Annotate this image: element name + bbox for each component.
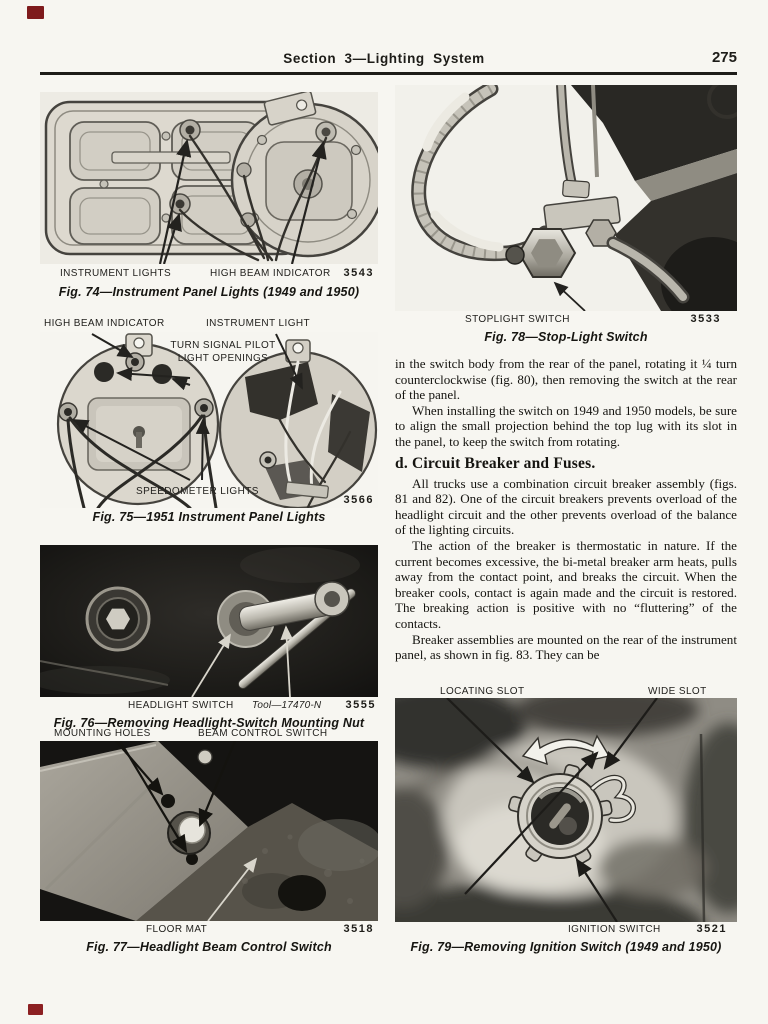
callout-headlight-switch: HEADLIGHT SWITCH: [128, 700, 234, 711]
callout-turn-signal-line2: LIGHT OPENINGS: [177, 352, 269, 364]
figure-79: [395, 686, 737, 958]
red-scan-mark-bottom: [28, 1004, 43, 1015]
stop-light-switch-photo: [395, 85, 737, 311]
fig79-photo: [395, 698, 737, 922]
red-scan-mark-top: [27, 6, 44, 19]
headlight-switch-tool-photo: [40, 545, 378, 697]
figure-78: [395, 85, 737, 347]
callout-instrument-light: INSTRUMENT LIGHT: [206, 318, 310, 329]
figure-75: [40, 318, 378, 528]
callout-turn-signal-line1: TURN SIGNAL PILOT: [170, 340, 276, 351]
callout-stoplight-switch: STOPLIGHT SWITCH: [465, 314, 570, 325]
fig76-photo: [40, 545, 378, 697]
figure-caption: Fig. 74—Instrument Panel Lights (1949 and 1950): [58, 285, 360, 299]
figure-caption: Fig. 78—Stop-Light Switch: [484, 330, 648, 344]
callout-mounting-holes: MOUNTING HOLES: [54, 728, 151, 739]
photo-number: 3521: [696, 923, 727, 935]
section-title: Section 3—Lighting System: [283, 51, 485, 66]
instrument-panel-rear-drawing: [40, 92, 378, 264]
paragraph-switch-removal: in the switch body from the rear of the panel, rotating it ¼ turn counterclockwise (fig. 80), then removing the switch at the rear of the panel.: [395, 356, 737, 403]
paragraph-breaker-assemblies: Breaker assemblies are mounted on the rear of the instrument panel, as shown in fig. 83. They can be: [395, 631, 737, 663]
header-rule: [40, 72, 737, 75]
paragraph-all-trucks: All trucks use a combination circuit breaker assembly (figs. 81 and 82). One of the circuit breakers prevents overload of the headlight circuit and the other prevents overload of the balance of the lighting circuits.: [395, 475, 737, 538]
fig77-photo: [40, 741, 378, 921]
figure-caption: Fig. 79—Removing Ignition Switch (1949 and 1950): [410, 940, 722, 954]
callout-ignition-switch: IGNITION SWITCH: [568, 924, 661, 935]
figure-caption: Fig. 76—Removing Headlight-Switch Mounting Nut: [53, 716, 365, 730]
photo-number: 3518: [343, 923, 374, 935]
fig78-photo: [395, 85, 737, 311]
body-text-column: [395, 356, 737, 663]
photo-number: 3555: [345, 699, 376, 711]
callout-floor-mat: FLOOR MAT: [146, 924, 208, 935]
figure-caption: Fig. 75—1951 Instrument Panel Lights: [92, 510, 326, 524]
photo-number: 3566: [343, 494, 374, 506]
fig74-illustration: [40, 92, 378, 264]
beam-control-switch-photo: [40, 741, 378, 921]
callout-beam-control-switch: BEAM CONTROL SWITCH: [198, 728, 328, 739]
callout-speedometer-lights: SPEEDOMETER LIGHTS: [136, 486, 259, 497]
figure-caption: Fig. 77—Headlight Beam Control Switch: [86, 940, 332, 954]
callout-instrument-lights: INSTRUMENT LIGHTS: [60, 268, 172, 279]
subsection-heading-circuit-breaker: d. Circuit Breaker and Fuses.: [395, 454, 596, 472]
photo-number: 3533: [690, 313, 721, 325]
paragraph-switch-install: When installing the switch on 1949 and 1950 models, be sure to align the small projection behind the top lug with its slot in the panel, to keep the switch from rotating.: [395, 402, 737, 449]
figure-77: [40, 728, 378, 958]
callout-turn-signal-pilot: [158, 340, 288, 365]
callout-high-beam-indicator: HIGH BEAM INDICATOR: [210, 268, 331, 279]
callout-tool-number: Tool—17470-N: [252, 700, 322, 711]
paragraph-breaker-action: The action of the breaker is thermostatic in nature. If the current becomes excessive, the bi-metal breaker arm heats, pulls away from the contact point, and breaks the circuit. When the breaker cools, contact is again made and the circuit is restored. The breaking action is positive with no “fluttering” of the contacts.: [395, 537, 737, 631]
figure-74: [40, 92, 378, 304]
ignition-switch-removal-photo: [395, 698, 737, 922]
callout-locating-slot: LOCATING SLOT: [440, 686, 525, 697]
figure-76: [40, 545, 378, 733]
photo-number: 3543: [343, 267, 374, 279]
callout-high-beam-indicator: HIGH BEAM INDICATOR: [44, 318, 165, 329]
callout-wide-slot: WIDE SLOT: [648, 686, 707, 697]
page-number: 275: [711, 49, 737, 66]
